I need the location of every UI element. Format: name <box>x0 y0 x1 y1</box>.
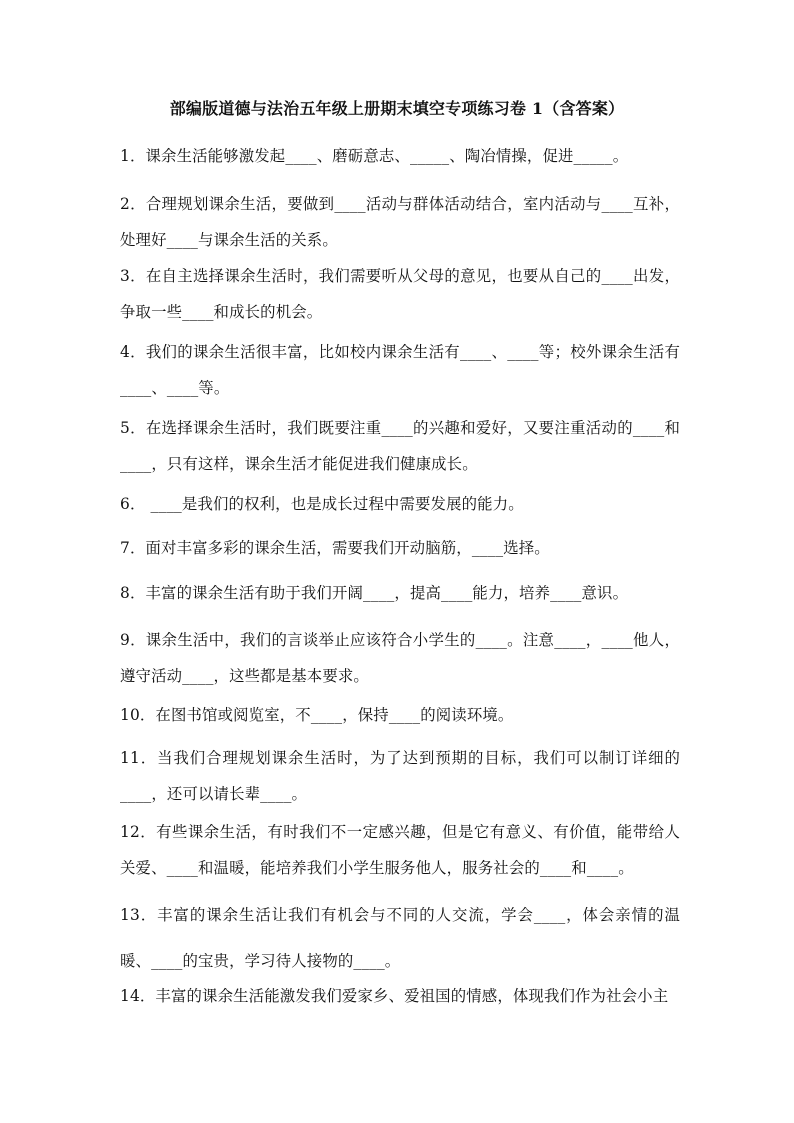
question-14: 14．丰富的课余生活能激发我们爱家乡、爱祖国的情感，体现我们作为社会小主 <box>120 987 669 1005</box>
question-9: 9．课余生活中，我们的言谈举止应该符合小学生的____。注意____，____他人，遵守活动____，这些都是基本要求。 <box>120 631 680 685</box>
question-10: 10．在图书馆或阅览室，不____，保持____的阅读环境。 <box>120 706 514 724</box>
question-6: 6． ____是我们的权利，也是成长过程中需要发展的能力。 <box>120 495 524 513</box>
document-title: 部编版道德与法治五年级上册期末填空专项练习卷 1（含答案） <box>169 99 625 118</box>
question-13: 13．丰富的课余生活让我们有机会与不同的人交流，学会____，体会亲情的温暖、____的宝贵，学习待人接物的____。 <box>120 906 680 970</box>
question-1: 1．课余生活能够激发起____、磨砺意志、_____、陶冶情操，促进_____。 <box>120 147 629 165</box>
question-5: 5．在选择课余生活时，我们既要注重____的兴趣和爱好，又要注重活动的____和____，只有这样，课余生活才能促进我们健康成长。 <box>120 419 680 473</box>
question-8: 8．丰富的课余生活有助于我们开阔____，提高____能力，培养____意识。 <box>120 584 629 602</box>
question-4: 4．我们的课余生活很丰富，比如校内课余生活有____、____等；校外课余生活有____、____等。 <box>120 343 680 397</box>
question-2: 2．合理规划课余生活，要做到____活动与群体活动结合，室内活动与____互补，处理好____与课余生活的关系。 <box>120 195 680 249</box>
question-12: 12．有些课余生活，有时我们不一定感兴趣，但是它有意义、有价值，能带给人关爱、____和温暖，能培养我们小学生服务他人，服务社会的____和____。 <box>120 823 680 877</box>
question-11: 11．当我们合理规划课余生活时，为了达到预期的目标，我们可以制订详细的____，还可以请长辈____。 <box>120 749 680 803</box>
question-7: 7．面对丰富多彩的课余生活，需要我们开动脑筋，____选择。 <box>120 539 550 557</box>
question-3: 3．在自主选择课余生活时，我们需要听从父母的意见，也要从自己的____出发，争取一些____和成长的机会。 <box>120 267 680 321</box>
